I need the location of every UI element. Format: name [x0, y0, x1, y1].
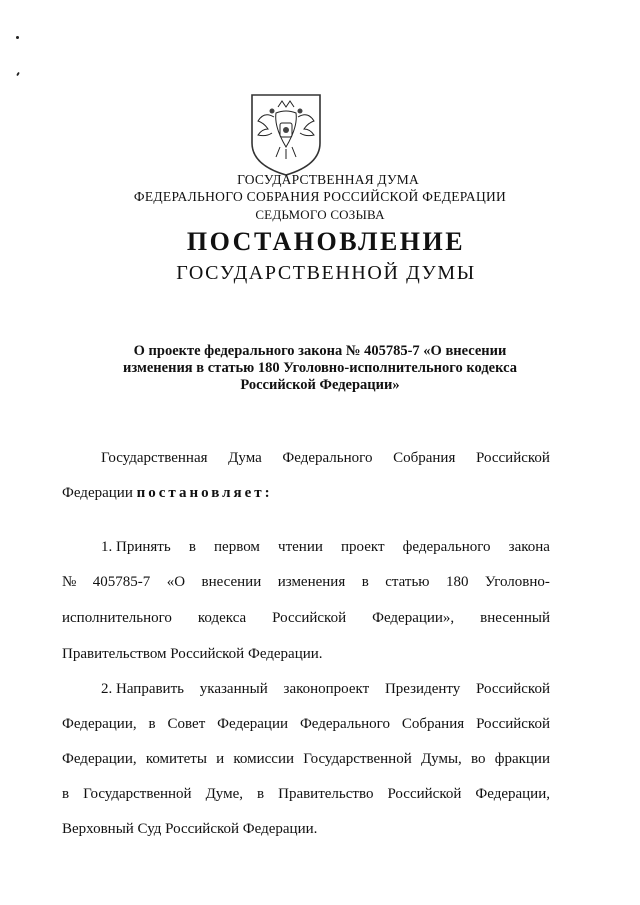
preamble-line [62, 485, 550, 502]
word: фракции [494, 751, 550, 767]
word: 405785-7 [92, 574, 151, 590]
word: Федерации, [475, 786, 550, 802]
word: Российской [476, 716, 550, 732]
header-federal-assembly: ФЕДЕРАЛЬНОГО СОБРАНИЯ РОССИЙСКОЙ ФЕДЕРАЦИИ [133, 189, 507, 204]
item2-line [62, 716, 550, 733]
word: Совет [167, 716, 206, 732]
word: Федерации, [62, 716, 137, 732]
word: в [148, 716, 156, 732]
word: «О [166, 574, 186, 590]
word: законопроект [283, 681, 370, 697]
word: чтении [278, 539, 323, 555]
preamble-text: Федерации [62, 485, 133, 501]
word: во [471, 751, 486, 767]
word: исполнительного [62, 610, 172, 626]
word: указанный [199, 681, 268, 697]
subject-line: Российской Федерации» [240, 377, 400, 393]
item2-line [101, 681, 550, 698]
word: статью [385, 574, 430, 590]
word: Российской [476, 450, 550, 466]
word: комитеты [145, 751, 207, 767]
word: и [216, 751, 225, 767]
word: Федерального [282, 450, 373, 466]
word: Федерации», [372, 610, 455, 626]
word: в [361, 574, 369, 590]
preamble-line [101, 450, 550, 467]
word: Федерации [217, 716, 289, 732]
word: Думе, [205, 786, 244, 802]
item2-line [62, 751, 550, 768]
word: Правительство [278, 786, 374, 802]
item2-line: Верховный Суд Российской Федерации. [62, 821, 318, 837]
word: № [62, 574, 77, 590]
scan-speck [16, 72, 20, 76]
word: в [62, 786, 70, 802]
word: Государственная [101, 450, 208, 466]
word: Федерального [299, 716, 390, 732]
item1-line [62, 574, 550, 591]
word: кодекса [197, 610, 247, 626]
word: 180 [445, 574, 469, 590]
header-duma: ГОСУДАРСТВЕННАЯ ДУМА [237, 172, 419, 187]
word: изменения [277, 574, 346, 590]
decree-word: постановляет: [136, 485, 273, 501]
word: закона [508, 539, 550, 555]
word: Уголовно- [484, 574, 550, 590]
word: внесенный [480, 610, 550, 626]
word: в [188, 539, 196, 555]
coat-of-arms-emblem [248, 93, 324, 177]
word: Собрания [401, 716, 465, 732]
item2-line [62, 786, 550, 803]
item1-line [101, 539, 550, 556]
item1-line [62, 610, 550, 627]
scan-speck [16, 36, 19, 39]
item1-line: Правительством Российской Федерации. [62, 646, 323, 662]
word: Государственной [83, 786, 192, 802]
word: Российской [387, 786, 462, 802]
subject-line: изменения в статью 180 Уголовно-исполнительного кодекса [123, 360, 517, 376]
word: федерального [402, 539, 491, 555]
word: Думы, [420, 751, 462, 767]
word: Российской [272, 610, 347, 626]
word: проект [341, 539, 385, 555]
word: 1. Принять [101, 539, 171, 555]
document-title: ПОСТАНОВЛЕНИЕ [186, 227, 466, 256]
word: 2. Направить [101, 681, 184, 697]
word: Дума [228, 450, 262, 466]
word: Государственной [303, 751, 412, 767]
word: Федерации, [62, 751, 137, 767]
word: в [257, 786, 265, 802]
word: Собрания [393, 450, 456, 466]
document-subtitle: ГОСУДАРСТВЕННОЙ ДУМЫ [176, 262, 476, 284]
word: Президенту [384, 681, 461, 697]
word: внесении [201, 574, 262, 590]
word: первом [214, 539, 260, 555]
header-convocation: СЕДЬМОГО СОЗЫВА [255, 207, 385, 222]
subject-line: О проекте федерального закона № 405785-7 «О внесении [133, 343, 507, 359]
word: Российской [476, 681, 550, 697]
word: комиссии [233, 751, 295, 767]
